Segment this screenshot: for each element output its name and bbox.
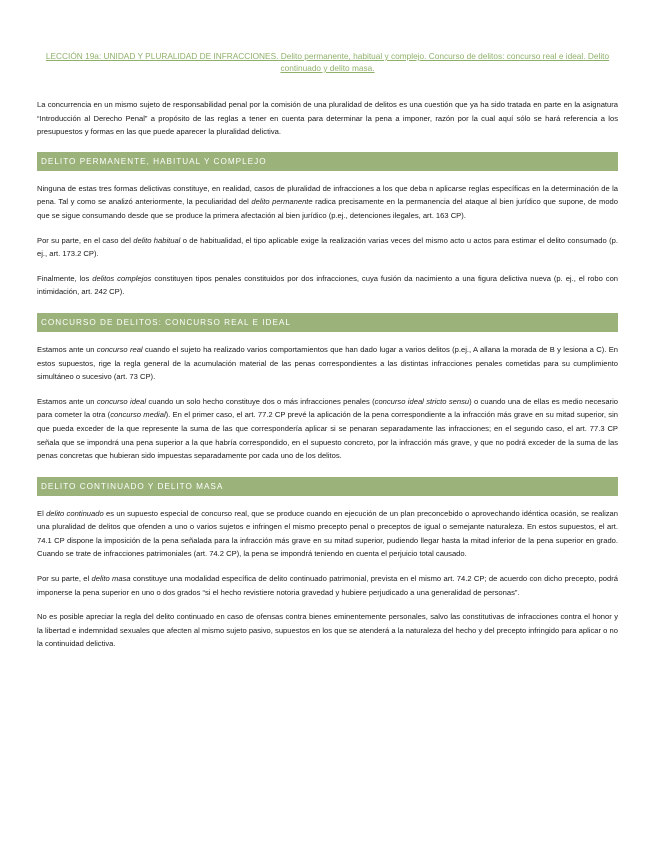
italic-term: concurso real	[96, 344, 143, 354]
lesson-title: LECCIÓN 19a: UNIDAD Y PLURALIDAD DE INFRACCIONES. Delito permanente, habitual y complejo. Concurso de delitos: concurso real e ideal. Delito continuado y delito masa.	[45, 51, 610, 73]
italic-term: concurso medial	[110, 410, 166, 420]
section-body-permanente	[37, 182, 618, 299]
italic-term: concurso ideal	[96, 396, 147, 406]
italic-term: delito masa	[91, 574, 131, 584]
text-run: cuando un solo hecho constituye dos o más infracciones penales (	[146, 396, 375, 406]
paragraph-delito-continuado	[37, 507, 618, 561]
text-run: cuando el sujeto ha realizado varios comportamientos que han dado lugar a varios delitos (p.ej., A allana la morada de B y lesiona a C). En estos supuestos, rige la regla general de la acumulación material de las penas correspondientes a las distintas infracciones penales cometidas para su cumplimiento simultáneo o sucesivo (art. 73 CP).	[37, 344, 618, 382]
paragraph-delito-habitual	[37, 234, 618, 261]
text-run: El	[37, 508, 47, 518]
section-header-concurso: CONCURSO DE DELITOS: CONCURSO REAL E IDEAL	[37, 313, 618, 332]
text-run: radica precisamente en la permanencia del ataque al bien jurídico que supone, de modo que se sigue consumando desde que se produce la primera afectación al bien jurídico (p.ej., detenciones ilegales, art. 163 CP).	[37, 197, 618, 220]
paragraph-delito-permanente	[37, 182, 618, 223]
italic-term: concurso ideal stricto sensu	[374, 396, 470, 406]
text-run: constituyen tipos penales constituidos por dos infracciones, cuya fusión da nacimiento a una figura delictiva nueva (p. ej., el robo con intimidación, art. 242 CP).	[37, 273, 619, 297]
text-run: es un supuesto especial de concurso real, que se produce cuando en ejecución de un plan preconcebido o aprovechando idéntica ocasión, se realizan una pluralidad de delitos que ofenden a uno o varios sujetos e infringen el mismo precepto penal o preceptos de igual o semejante naturaleza. En estos supuestos, el art. 74.1 CP dispone la imposición de la pena señalada para la infracción más grave en su mitad superior, pudiendo llegar hasta la mitad inferior de la pena superior en grado. Cuando se trate de infracciones patrimoniales (art. 74.2 CP), la pena se impondrá teniendo en cuenta el perjuicio total causado.	[37, 508, 619, 559]
text-run: Por su parte, el	[37, 574, 92, 584]
text-run: ) o cuando una de ellas es medio necesario para cometer la otra (	[37, 396, 618, 420]
text-run: Por su parte, en el caso del	[37, 235, 134, 245]
paragraph-concurso-ideal	[37, 395, 618, 463]
section-header-permanente: DELITO PERMANENTE, HABITUAL Y COMPLEJO	[37, 152, 618, 171]
italic-term: delito permanente	[251, 197, 313, 207]
document-page	[37, 50, 618, 651]
text-run: constituye una modalidad específica de delito continuado patrimonial, prevista en el mismo art. 74.2 CP; de acuerdo con dicho precepto, podrá imponerse la pena superior en uno o dos grados “si el hecho revistiere notoria gravedad y hubiere perjudicado a una generalidad de personas”.	[37, 574, 618, 597]
paragraph-delitos-complejos	[37, 272, 618, 299]
text-run: Estamos ante un	[37, 344, 97, 354]
intro-paragraph: La concurrencia en un mismo sujeto de responsabilidad penal por la comisión de una pluralidad de delitos es una cuestión que ya ha sido tratada en parte en la asignatura “Introducción al Derecho Penal” a propósito de las reglas a tener en cuenta para determinar la pena a imponer, razón por la cual aquí sólo se hará referencia a los presupuestos y formas en las que puede aparecer la pluralidad delictiva.	[37, 100, 618, 137]
text-run: Finalmente, los	[37, 273, 93, 283]
text-run: ). En el primer caso, el art. 77.2 CP prevé la aplicación de la pena correspondiente a la infracción más grave en su mitad superior, sin que pueda exceder de la que represente la suma de las que correspondería aplicar si se penaran separadamente las infracciones; en el segundo caso, el art. 77.3 CP señala que se impondrá una pena superior a la que habría correspondido, en el supuesto concreto, por la infracción más grave, y que no podrá exceder de la suma de las penas concretas que hubieran sido impuestas separadamente por cada uno de los delitos.	[37, 410, 618, 461]
text-run: Estamos ante un	[37, 396, 97, 406]
section-body-continuado	[37, 507, 618, 651]
text-run: o de habitualidad, el tipo aplicable exige la realización varias veces del mismo acto u actos para estimar el delito consumado (p. ej., art. 173.2 CP).	[37, 235, 618, 259]
section-body-concurso	[37, 343, 618, 463]
paragraph-bienes-personales: No es posible apreciar la regla del delito continuado en caso de ofensas contra bienes eminentemente personales, salvo las constitutivas de infracciones contra el honor y la libertad e indemnidad sexuales que afecten al mismo sujeto pasivo, supuestos en los que se atenderá a la naturaleza del hecho y del precepto infringido para aplicar o no la continuidad delictiva.	[37, 612, 618, 649]
text-run: Ninguna de estas tres formas delictivas constituye, en realidad, casos de pluralidad de infracciones a los que deba n aplicarse reglas específicas en la determinación de la pena. Tal y como se analizó anteriormente, la peculiaridad del	[37, 183, 618, 207]
italic-term: delito habitual	[133, 235, 181, 245]
section-header-continuado: DELITO CONTINUADO Y DELITO MASA	[37, 477, 618, 496]
italic-term: delitos complejos	[92, 273, 152, 283]
paragraph-delito-masa	[37, 572, 618, 599]
italic-term: delito continuado	[46, 508, 104, 518]
paragraph-concurso-real	[37, 343, 618, 384]
